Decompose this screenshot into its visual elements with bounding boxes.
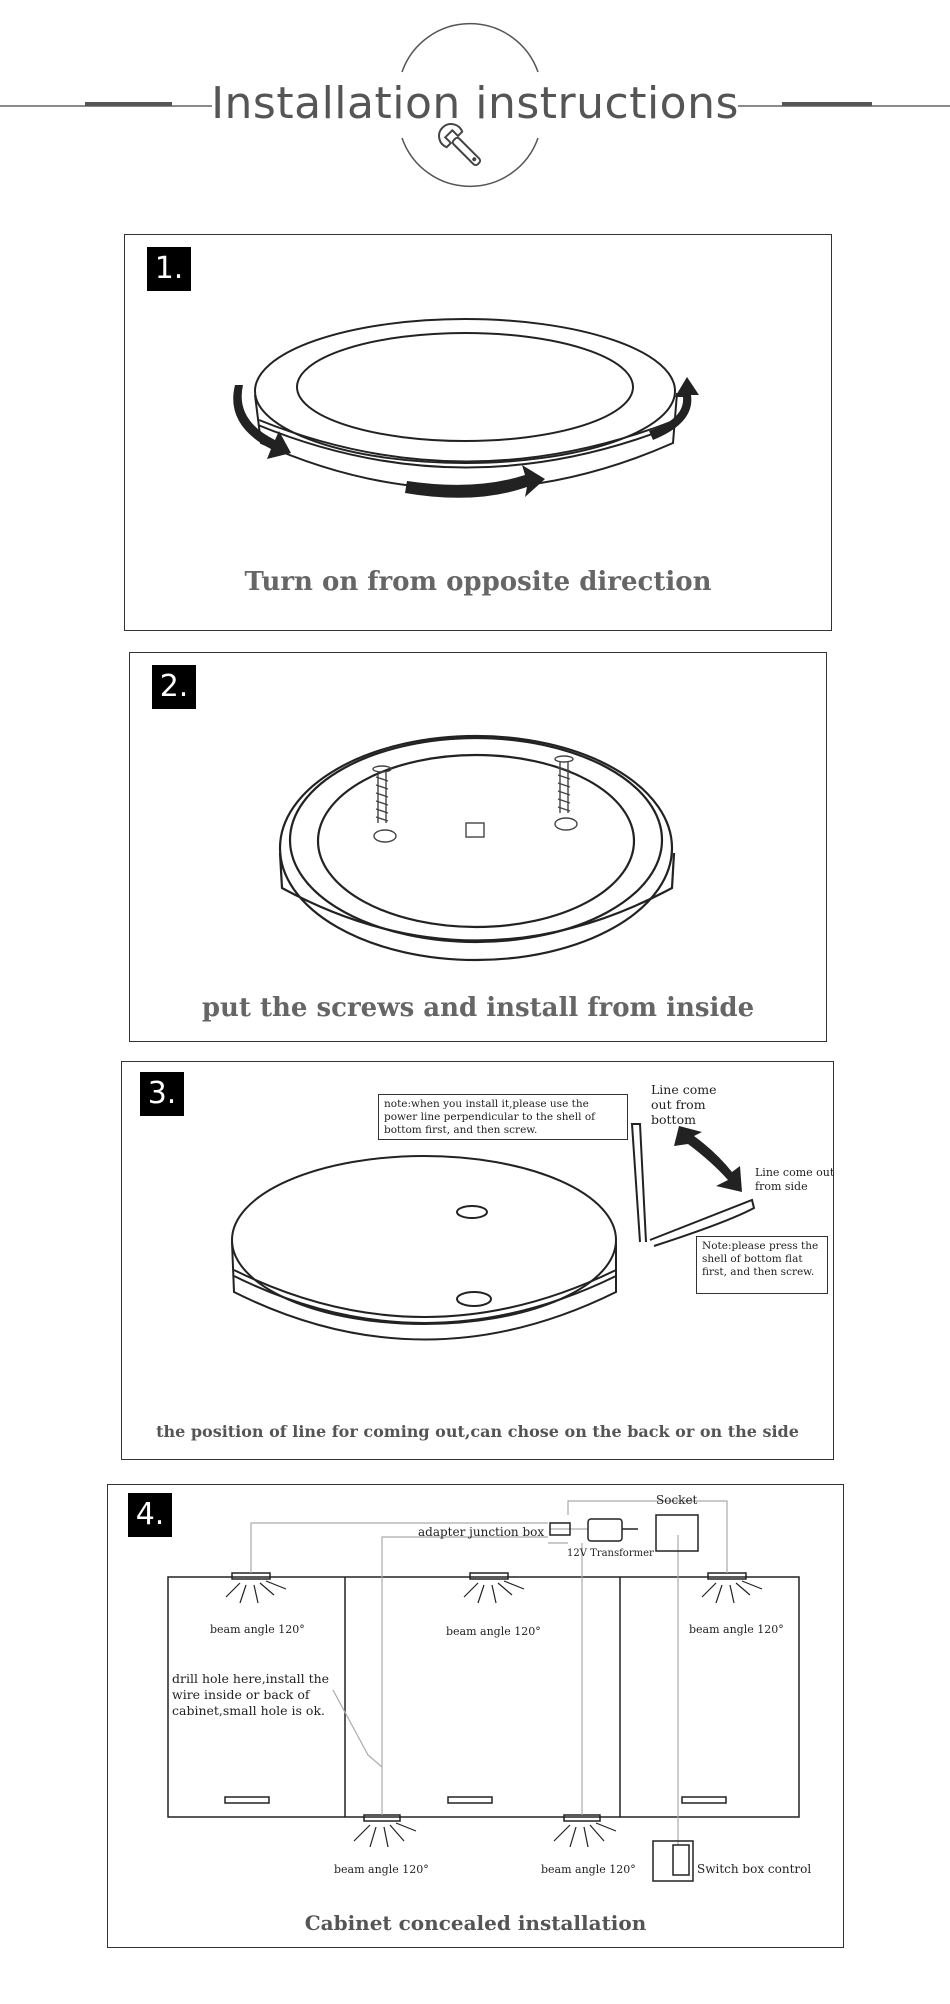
step-4-beam-label-4: beam angle 120° [334,1863,429,1876]
step-4-transformer-label: 12V Transformer [567,1548,654,1559]
step-4-drill-label: drill hole here,install the wire inside or back of cabinet,small hole is ok. [172,1671,330,1718]
step-3-caption: the position of line for coming out,can chose on the back or on the side [156,1422,799,1441]
step-4-junction-label: adapter junction box [418,1525,545,1539]
step-4-panel [107,1484,844,1948]
step-3-label-bottom: Line come out from bottom [651,1082,717,1127]
step-3-note-right: Note:please press the shell of bottom flat first, and then screw. [696,1236,828,1294]
page-title: Installation instructions [211,78,739,129]
step-2-illustration [130,653,828,1043]
step-3-note-top: note:when you install it,please use the power line perpendicular to the shell of bottom first, and then screw. [378,1094,628,1140]
step-4-beam-label-2: beam angle 120° [446,1625,541,1638]
step-1-panel [124,234,832,631]
step-3-number: 3. [140,1072,184,1116]
step-1-caption: Turn on from opposite direction [244,567,712,597]
step-4-socket-label: Socket [656,1493,698,1507]
step-4-number: 4. [128,1493,172,1537]
step-4-beam-label-1: beam angle 120° [210,1623,305,1636]
step-1-number: 1. [147,247,191,291]
step-4-switch-label: Switch box control [697,1862,812,1876]
step-4-caption: Cabinet concealed installation [304,1911,647,1935]
step-2-panel [129,652,827,1042]
step-2-number: 2. [152,665,196,709]
step-4-beam-label-3: beam angle 120° [689,1623,784,1636]
step-3-panel [121,1061,834,1460]
step-3-label-side: Line come out from side [755,1166,835,1193]
step-4-beam-label-5: beam angle 120° [541,1863,636,1876]
step-2-caption: put the screws and install from inside [201,993,755,1023]
